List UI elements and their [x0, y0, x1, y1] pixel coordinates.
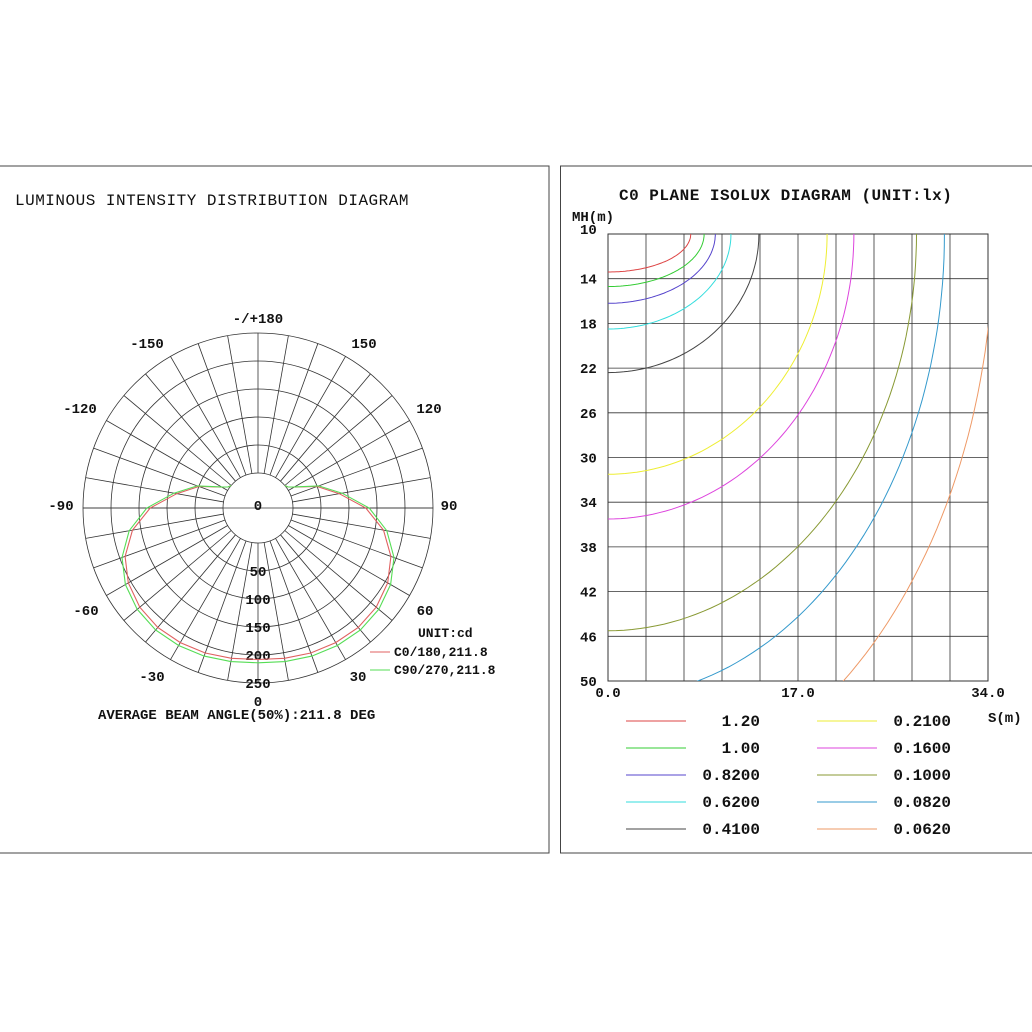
polar-spoke-140: [280, 535, 370, 642]
polar-spoke-20: [270, 344, 318, 476]
isolux-contour-0.4100: [608, 234, 759, 373]
polar-spoke-350: [228, 336, 252, 474]
polar-spoke-220: [146, 535, 236, 642]
polar-angle-label-1: 150: [351, 337, 377, 353]
isolux-y-tick-42: 42: [580, 585, 597, 602]
isolux-x-tick-2: 34.0: [971, 686, 1005, 702]
polar-angle-label-9: -90: [48, 499, 74, 515]
polar-spoke-280: [86, 478, 224, 502]
isolux-x-tick-1: 17.0: [781, 686, 815, 702]
polar-spoke-80: [292, 478, 430, 502]
polar-spoke-100: [292, 514, 430, 538]
isolux-y-tick-22: 22: [580, 362, 597, 379]
isolux-title: C0 PLANE ISOLUX DIAGRAM (UNIT:lx): [619, 187, 953, 205]
polar-angle-label-8: -60: [73, 604, 99, 620]
isolux-legend-label-0.2100: 0.2100: [893, 713, 951, 731]
legend-label-c90: C90/270,211.8: [394, 663, 496, 678]
polar-radial-label-0: 0: [253, 499, 263, 515]
legend-label-c0: C0/180,211.8: [394, 645, 488, 660]
polar-spoke-10: [264, 336, 288, 474]
isolux-y-tick-26: 26: [580, 406, 597, 423]
polar-radial-label-150: 150: [245, 621, 271, 637]
polar-panel-frame: [0, 166, 549, 853]
isolux-contour-0.2100: [608, 234, 827, 474]
polar-title: LUMINOUS INTENSITY DISTRIBUTION DIAGRAM: [15, 192, 409, 210]
polar-spoke-110: [291, 520, 423, 568]
isolux-y-tick-18: 18: [580, 317, 597, 334]
polar-spoke-320: [146, 374, 236, 481]
polar-spoke-50: [285, 396, 392, 486]
isolux-legend-label-0.0820: 0.0820: [893, 794, 951, 812]
polar-angle-label-4: 60: [416, 604, 434, 620]
polar-spoke-260: [86, 514, 224, 538]
isolux-y-tick-10: 10: [580, 223, 597, 239]
isolux-y-tick-50: 50: [580, 675, 597, 691]
isolux-y-tick-46: 46: [580, 630, 597, 647]
isolux-legend-label-0.1600: 0.1600: [893, 740, 951, 758]
isolux-y-tick-30: 30: [580, 451, 597, 468]
isolux-contour-1.20: [608, 234, 691, 272]
polar-radial-label-100: 100: [245, 593, 271, 609]
isolux-xlabel: S(m): [988, 711, 1022, 727]
polar-spoke-250: [94, 520, 226, 568]
isolux-y-tick-labels: [580, 223, 597, 691]
isolux-y-tick-38: 38: [580, 540, 597, 557]
isolux-contour-0.1000: [608, 234, 917, 631]
isolux-legend-label-1.20: 1.20: [721, 713, 760, 731]
polar-radial-labels: [245, 499, 270, 693]
isolux-contour-0.1600: [608, 234, 854, 519]
isolux-legend-label-0.6200: 0.6200: [702, 794, 760, 812]
polar-spoke-290: [94, 448, 226, 496]
polar-angle-label-0: -/+180: [232, 312, 284, 328]
polar-spoke-340: [198, 344, 246, 476]
polar-angle-label-3: 90: [440, 499, 458, 515]
polar-spoke-70: [291, 448, 423, 496]
isolux-y-tick-34: 34: [580, 496, 597, 513]
isolux-contour-0.8200: [608, 234, 715, 303]
isolux-x-tick-labels: [595, 686, 1004, 702]
isolux-legend-label-0.4100: 0.4100: [702, 821, 760, 839]
isolux-legend: [626, 713, 951, 839]
polar-spoke-40: [280, 374, 370, 481]
isolux-y-tick-14: 14: [580, 272, 597, 289]
isolux-contour-0.0820: [608, 234, 944, 698]
polar-angle-label-6: 0: [253, 695, 263, 711]
polar-radial-label-200: 200: [245, 649, 271, 665]
polar-footer: AVERAGE BEAM ANGLE(50%):211.8 DEG: [98, 708, 376, 724]
isolux-ylabel: MH(m): [572, 210, 615, 226]
polar-angle-label-5: 30: [349, 670, 367, 686]
isolux-x-tick-0: 0.0: [595, 686, 621, 702]
isolux-legend-label-1.00: 1.00: [721, 740, 760, 758]
polar-spoke-310: [124, 396, 231, 486]
isolux-grid: [608, 234, 988, 681]
isolux-legend-label-0.0620: 0.0620: [893, 821, 951, 839]
polar-radial-label-50: 50: [249, 565, 267, 581]
polar-angle-label-7: -30: [139, 670, 165, 686]
isolux-legend-label-0.1000: 0.1000: [893, 767, 951, 785]
isolux-panel-frame: [561, 166, 1032, 853]
polar-radial-label-250: 250: [245, 677, 271, 693]
isolux-legend-label-0.8200: 0.8200: [702, 767, 760, 785]
polar-angle-label-11: -150: [130, 337, 164, 353]
polar-angle-label-10: -120: [63, 402, 97, 418]
polar-unit-label: UNIT:cd: [418, 626, 473, 641]
polar-angle-label-2: 120: [416, 402, 442, 418]
